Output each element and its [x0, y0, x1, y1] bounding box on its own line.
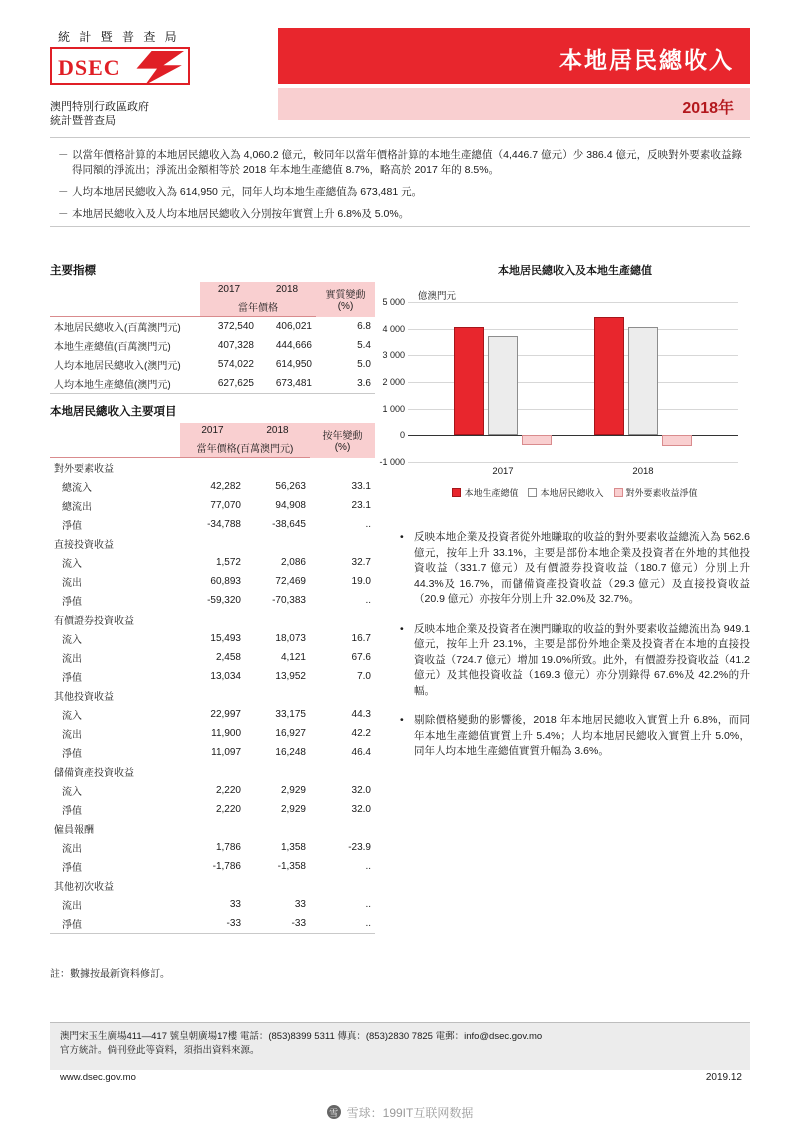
row-2018: -70,383 [272, 595, 306, 606]
analysis-text: 剔除價格變動的影響後，2018 年本地居民總收入實質上升 6.8%，而同年本地生產總值實質上升 5.4%；人均本地居民總收入實質上升 5.0%，同年人均本地生產總值實質升幅為 3.6%。 [414, 714, 750, 757]
row-2018: 614,950 [275, 359, 312, 370]
row-label: 流出 [62, 654, 82, 665]
group-row [50, 610, 375, 629]
row-2018: -38,645 [272, 519, 306, 530]
row-2017: 1,572 [215, 557, 241, 568]
row-label: 淨值 [62, 597, 82, 608]
row-label: 總流入 [62, 483, 92, 494]
legend-label: 對外要素收益淨值 [625, 488, 698, 498]
row-2017: -59,320 [207, 595, 241, 606]
bar-gdp-2017 [454, 327, 484, 436]
legend-item-gni [528, 486, 603, 499]
row-2017: 407,328 [217, 340, 254, 351]
row-label: 流入 [62, 787, 82, 798]
table-row [50, 895, 375, 914]
x-tick-label: 2018 [632, 466, 654, 477]
highlight-text: 以當年價格計算的本地居民總收入為 4,060.2 億元，較同年以當年價格計算的本地生產總值（4,446.7 億元）少 386.4 億元，反映對外要素收益錄得同額的淨流出；淨流出金額相等於 2018 年本地生產總值 8.7%，略高於 2017 年的 8.5%。 [72, 149, 742, 176]
row-change: 23.1 [351, 500, 371, 511]
watermark-logo-icon: 雪 [327, 1105, 341, 1119]
table-row [50, 496, 375, 515]
row-change: 33.1 [351, 481, 371, 492]
table1-col-change [316, 282, 375, 317]
legend-swatch [452, 488, 461, 497]
chart-plot-area [379, 297, 738, 477]
x-tick-label: 2017 [492, 466, 514, 477]
row-label: 總流出 [62, 502, 92, 513]
row-2017: 77,070 [210, 500, 241, 511]
highlight-item [58, 148, 742, 178]
gridline [408, 462, 738, 463]
analysis-bullet [400, 530, 750, 608]
row-2017: 2,220 [215, 785, 241, 796]
chart-title: 本地居民總收入及本地生產總值 [498, 265, 652, 277]
table-row [50, 914, 375, 934]
bullet-dot-icon: • [400, 714, 404, 726]
table1-price-basis: 當年價格 [200, 297, 316, 317]
main-indicators-section [50, 262, 375, 394]
table1-col-2018: 2018 [258, 282, 316, 297]
table1-col-change-l1: 實質變動 [325, 290, 366, 302]
table-row [50, 648, 375, 667]
table2-col-change [310, 423, 375, 458]
bar-gdp-2018 [594, 317, 624, 436]
highlight-text: 人均本地居民總收入為 614,950 元，同年人均本地生產總值為 673,481 元。 [72, 186, 423, 198]
group-row [50, 458, 375, 478]
page-title: 本地居民總收入 [559, 47, 734, 73]
row-2018: 444,666 [275, 340, 312, 351]
row-label: 淨值 [62, 806, 82, 817]
row-2018: 33 [294, 899, 306, 910]
gni-components-section [50, 403, 375, 934]
watermark-text: 雪球：199IT互联网数据 [346, 1105, 474, 1120]
row-change: 42.2 [351, 728, 371, 739]
main-indicators-table [50, 282, 375, 394]
row-change: 32.0 [351, 785, 371, 796]
row-label: 淨值 [50, 914, 180, 934]
year-bar [278, 88, 750, 120]
row-change: 44.3 [351, 709, 371, 720]
row-label: 流出 [62, 901, 82, 912]
row-2018: 673,481 [258, 374, 316, 394]
row-label: 流出 [62, 578, 82, 589]
row-change: .. [310, 914, 375, 934]
table1-title: 主要指標 [50, 265, 96, 277]
row-change: 16.7 [351, 633, 371, 644]
table2-col-2018: 2018 [245, 423, 310, 438]
row-2017: -1,786 [212, 861, 241, 872]
row-2018: 2,086 [280, 557, 306, 568]
footer-notice: 官方統計。倘刊登此等資料，須指出資料來源。 [60, 1045, 260, 1056]
legend-label: 本地生產總值 [464, 488, 519, 498]
row-label: 淨值 [62, 673, 82, 684]
row-2018: 13,952 [275, 671, 306, 682]
table-row [50, 781, 375, 800]
analysis-text: 反映本地企業及投資者在澳門賺取的收益的對外要素收益總流出為 949.1 億元，按年上升 23.1%，主要是部份外地企業及投資者在本地的直接投資收益（724.7 億元）增加 19.0%所致。此外，有價證券投資收益（41.2 億元）及其他投資收益（169.3 億元）亦分別錄得 67.6%及 42.2%的升幅。 [414, 622, 750, 697]
y-tick-label: -1 000 [379, 457, 405, 467]
y-tick-label: 2 000 [382, 377, 405, 387]
row-label: 流出 [62, 844, 82, 855]
row-2018: 16,927 [275, 728, 306, 739]
table-row [50, 515, 375, 534]
table2-col-change-l1: 按年變動 [322, 431, 363, 443]
bullet-dot-icon: • [400, 531, 404, 543]
row-label: 淨值 [62, 521, 82, 532]
year-label: 2018年 [682, 100, 734, 117]
row-2017: 1,786 [215, 842, 241, 853]
row-label: 流入 [62, 711, 82, 722]
chart-legend [400, 486, 750, 499]
row-2018: -1,358 [277, 861, 306, 872]
table2-price-basis: 當年價格(百萬澳門元) [180, 438, 310, 458]
bullet-dash-icon: － [58, 186, 69, 198]
row-2017: 42,282 [210, 481, 241, 492]
row-change: 5.4 [357, 340, 371, 351]
footer-website[interactable]: www.dsec.gov.mo [60, 1072, 136, 1083]
row-label: 流出 [62, 730, 82, 741]
chart-section [379, 262, 750, 499]
y-tick-label: 4 000 [382, 323, 405, 334]
legend-swatch [614, 488, 623, 497]
row-2018: 1,358 [280, 842, 306, 853]
table-row [50, 355, 375, 374]
row-2017: 11,097 [211, 747, 241, 758]
table1-col-2017: 2017 [200, 282, 258, 297]
row-2017: 33 [229, 899, 241, 910]
bar-gni-2018 [628, 327, 658, 435]
row-2017: 372,540 [217, 321, 254, 332]
group-label: 其他投資收益 [54, 692, 114, 703]
gridline [408, 302, 738, 303]
row-label: 本地居民總收入(百萬澳門元) [54, 323, 181, 334]
row-2018: 56,263 [275, 481, 306, 492]
highlight-item [58, 185, 742, 200]
logo-sub-line1: 澳門特別行政區政府 [50, 101, 149, 113]
table2-col-2017: 2017 [180, 423, 245, 438]
analysis-bullets [400, 530, 750, 774]
table-row [50, 743, 375, 762]
table-row [50, 724, 375, 743]
group-label: 有價證券投資收益 [54, 616, 134, 627]
footer-date: 2019.12 [705, 1072, 742, 1083]
bullet-dash-icon: － [58, 208, 69, 220]
row-change: 5.0 [357, 359, 371, 370]
highlight-item [58, 207, 742, 222]
analysis-bullet [400, 713, 750, 760]
row-2017: 11,900 [211, 728, 241, 739]
table-row [50, 591, 375, 610]
dsec-logo [50, 28, 198, 127]
row-change: .. [365, 519, 371, 530]
table-row [50, 572, 375, 591]
logo-sub-line2: 統計暨普查局 [50, 115, 116, 127]
gni-components-table [50, 423, 375, 934]
analysis-text: 反映本地企業及投資者從外地賺取的收益的對外要素收益總流入為 562.6 億元，按年上升 33.1%，主要是部份本地企業及投資者在外地的其他投資收益（331.7 億元）及有價證券投資收益（180.7 億元）分別上升 44.3%及 16.7%，而儲備資產投資收益（29.3 億元）及直接投資收益（20.9 億元）亦按年分別上升 32.0%及 32.7%。 [414, 531, 750, 605]
group-row [50, 686, 375, 705]
chart-unit-label: 億澳門元 [418, 291, 457, 302]
row-change: 19.0 [351, 576, 371, 587]
y-tick-label: 0 [399, 430, 405, 441]
row-2018: 16,248 [275, 747, 306, 758]
y-tick-label: 1 000 [382, 403, 405, 414]
bar-net-factor-income-2018 [662, 435, 692, 445]
row-change: 46.4 [351, 747, 371, 758]
row-label: 人均本地居民總收入(澳門元) [54, 361, 181, 372]
row-label: 淨值 [62, 749, 82, 760]
group-label: 其他初次收益 [54, 882, 114, 893]
row-change: .. [365, 595, 371, 606]
row-label: 淨值 [62, 863, 82, 874]
row-change: 6.8 [357, 320, 371, 332]
row-2018: 94,908 [275, 500, 306, 511]
row-label: 本地生產總值(百萬澳門元) [54, 342, 171, 353]
watermark [0, 1092, 800, 1132]
table-row [50, 477, 375, 496]
logo-top-text: 統 計 暨 普 查 局 [58, 30, 180, 44]
row-2018: -33 [245, 914, 310, 934]
row-2018: 33,175 [275, 709, 306, 720]
footer-contact: 澳門宋玉生廣場411—417 號皇朝廣場17樓 電話：(853)8399 5311 傳真：(853)2830 7825 電郵：info@dsec.gov.mo [60, 1031, 543, 1042]
table-row [50, 317, 375, 337]
highlight-text: 本地居民總收入及人均本地居民總收入分別按年實質上升 6.8%及 5.0%。 [72, 208, 410, 220]
row-2017: 60,893 [210, 576, 241, 587]
row-2018: 18,073 [275, 633, 306, 644]
group-row [50, 819, 375, 838]
row-change: 32.0 [351, 804, 371, 815]
row-change: 3.6 [316, 374, 375, 394]
highlights-box [50, 137, 750, 227]
row-2018: 2,929 [280, 785, 306, 796]
bullet-dash-icon: － [58, 149, 69, 161]
bar-gni-2017 [488, 336, 518, 435]
row-2017: 2,458 [215, 652, 241, 663]
table-row [50, 374, 375, 394]
legend-swatch [528, 488, 537, 497]
row-2017: 22,997 [210, 709, 241, 720]
table-row [50, 336, 375, 355]
row-2018: 406,021 [275, 321, 312, 332]
row-2018: 72,469 [275, 576, 306, 587]
table2-col-change-l2: (%) [334, 442, 351, 454]
legend-label: 本地居民總收入 [540, 488, 604, 498]
row-2017: -33 [180, 914, 245, 934]
table-header-row [50, 282, 375, 297]
group-row [50, 534, 375, 553]
row-2017: 13,034 [210, 671, 241, 682]
legend-item-gdp [452, 486, 518, 499]
group-label: 儲備資產投資收益 [54, 768, 134, 779]
document-header [50, 28, 750, 127]
table-row [50, 667, 375, 686]
group-label: 僱員報酬 [54, 825, 94, 836]
lightning-bolt-icon [130, 51, 184, 85]
row-2018: 4,121 [280, 652, 306, 663]
table-row [50, 838, 375, 857]
logo-mark [50, 47, 190, 85]
analysis-bullet [400, 622, 750, 700]
logo-acronym: DSEC [58, 55, 121, 80]
table-note: 註：數據按最新資料修訂。 [50, 969, 170, 980]
row-2017: 15,493 [210, 633, 241, 644]
row-label: 人均本地生產總值(澳門元) [50, 374, 200, 394]
row-label: 流入 [62, 635, 82, 646]
table-row [50, 705, 375, 724]
group-row [50, 762, 375, 781]
table-row [50, 553, 375, 572]
bar-net-factor-income-2017 [522, 435, 552, 444]
row-label: 流入 [62, 559, 82, 570]
table1-col-change-l2: (%) [337, 301, 354, 313]
group-label: 直接投資收益 [54, 540, 114, 551]
row-2018: 2,929 [280, 804, 306, 815]
document-footer [50, 1022, 750, 1070]
table-row [50, 800, 375, 819]
y-tick-label: 3 000 [382, 350, 405, 361]
table-header-row [50, 423, 375, 438]
y-tick-label: 5 000 [382, 297, 405, 307]
row-change: .. [365, 861, 371, 872]
table-row [50, 857, 375, 876]
row-2017: 574,022 [217, 359, 254, 370]
row-change: -23.9 [348, 842, 371, 853]
title-bar [278, 28, 750, 84]
logo-subtitle [50, 100, 149, 128]
group-row [50, 876, 375, 895]
row-2017: 627,625 [200, 374, 258, 394]
row-change: .. [365, 899, 371, 910]
bullet-dot-icon: • [400, 622, 404, 635]
row-2017: -34,788 [207, 519, 241, 530]
group-label: 對外要素收益 [54, 464, 114, 475]
table2-title: 本地居民總收入主要項目 [50, 406, 177, 418]
table-row [50, 629, 375, 648]
row-change: 32.7 [351, 557, 371, 568]
row-change: 67.6 [351, 652, 371, 663]
legend-item-net-factor-income [614, 486, 698, 499]
row-change: 7.0 [357, 671, 371, 682]
row-2017: 2,220 [215, 804, 241, 815]
